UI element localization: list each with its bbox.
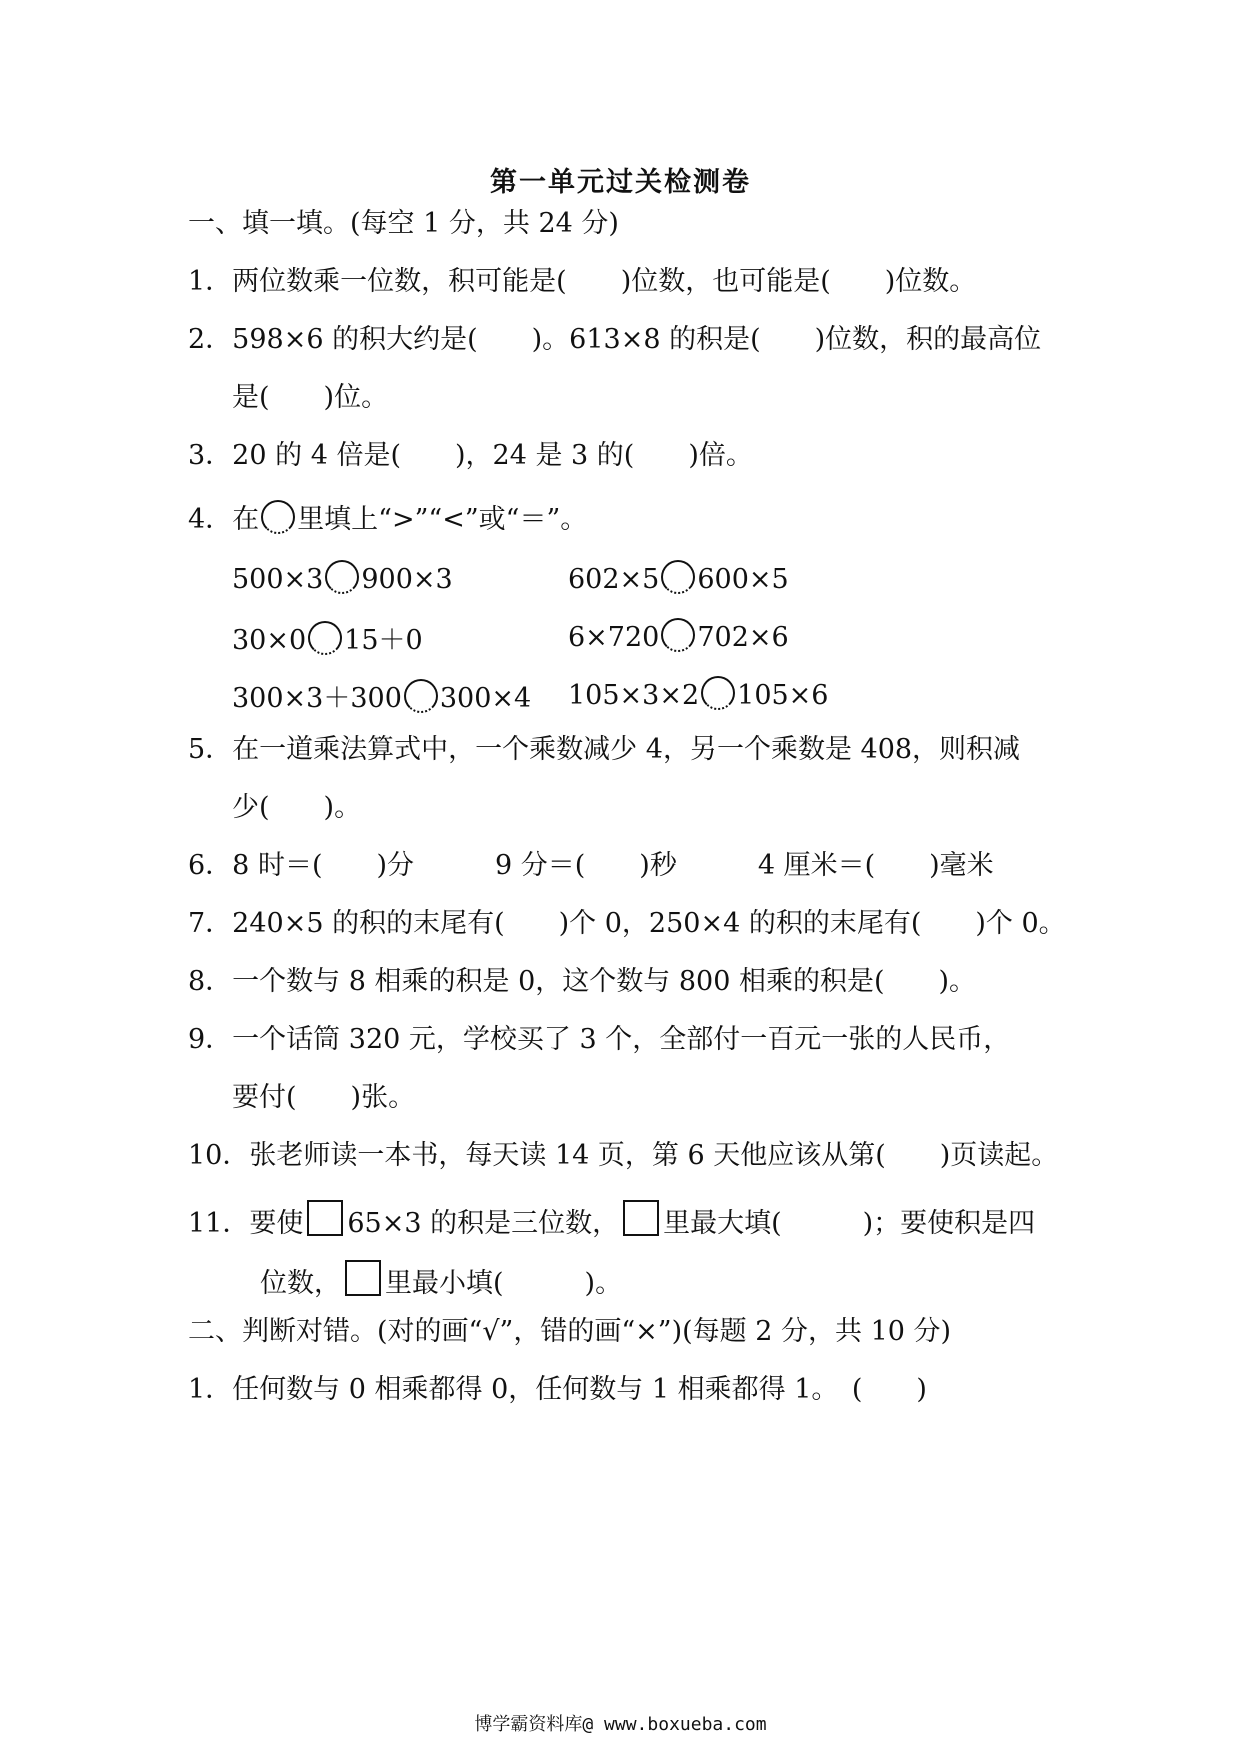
compare-right: 600×5: [697, 564, 789, 595]
question-9-line2: 要付( )张。: [232, 1082, 416, 1113]
question-1: 1．两位数乘一位数，积可能是( )位数，也可能是( )位数。: [188, 266, 977, 297]
footer-watermark: 博学霸资料库@ www.boxueba.com: [474, 1714, 767, 1735]
compare-right: 702×6: [697, 622, 789, 653]
question-11-line1: [188, 1200, 1035, 1237]
compare-left: 300×3＋300: [232, 683, 402, 714]
compare-circle-icon[interactable]: [661, 560, 695, 594]
compare-circle-icon[interactable]: [701, 676, 735, 710]
compare-item-3: [232, 618, 423, 657]
question-8: 8．一个数与 8 相乘的积是 0，这个数与 800 相乘的积是( )。: [188, 966, 977, 997]
compare-left: 500×3: [232, 564, 324, 595]
question-4-suffix: 里填上“>”“<”或“＝”。: [297, 504, 588, 535]
digit-box-icon[interactable]: [623, 1200, 659, 1236]
question-2-line2: 是( )位。: [232, 382, 389, 413]
compare-item-6: [568, 676, 828, 711]
compare-circle-icon[interactable]: [325, 560, 359, 594]
section1-heading: 一、填一填。(每空 1 分，共 24 分): [188, 208, 619, 239]
question-2-line1: 2．598×6 的积大约是( )。613×8 的积是( )位数，积的最高位: [188, 324, 1042, 355]
compare-left: 602×5: [568, 564, 660, 595]
question-11-text: 位数，: [260, 1268, 341, 1299]
judge-question-1: 1．任何数与 0 相乘都得 0，任何数与 1 相乘都得 1。 ( ): [188, 1374, 927, 1405]
question-4-prefix: 4．在: [188, 504, 260, 535]
question-5-line1: 5．在一道乘法算式中，一个乘数减少 4，另一个乘数是 408，则积减: [188, 734, 1021, 765]
question-11-text: 65×3 的积是三位数，: [347, 1208, 620, 1239]
digit-box-icon[interactable]: [307, 1200, 343, 1236]
question-7: 7．240×5 的积的末尾有( )个 0，250×4 的积的末尾有( )个 0。: [188, 908, 1066, 939]
compare-item-4: [568, 618, 789, 653]
compare-left: 6×720: [568, 622, 660, 653]
compare-left: 30×0: [232, 625, 307, 656]
question-11-text: 11．要使: [188, 1208, 304, 1239]
compare-item-2: [568, 560, 789, 595]
compare-circle-icon: [261, 500, 295, 534]
section2-heading: 二、判断对错。(对的画“√”，错的画“×”)(每题 2 分，共 10 分): [188, 1316, 952, 1347]
question-9-line1: 9．一个话筒 320 元，学校买了 3 个，全部付一百元一张的人民币，: [188, 1024, 1011, 1055]
page-title: 第一单元过关检测卷: [490, 167, 751, 198]
question-10: 10．张老师读一本书，每天读 14 页，第 6 天他应该从第( )页读起。: [188, 1140, 1059, 1171]
question-3: 3．20 的 4 倍是( )，24 是 3 的( )倍。: [188, 440, 753, 471]
compare-right: 15＋0: [344, 625, 423, 656]
question-5-line2: 少( )。: [232, 792, 362, 823]
compare-left: 105×3×2: [568, 680, 700, 711]
question-11-line2: [260, 1260, 622, 1297]
question-6: 6．8 时＝( )分 9 分＝( )秒 4 厘米＝( )毫米: [188, 850, 994, 881]
digit-box-icon[interactable]: [345, 1260, 381, 1296]
compare-circle-icon[interactable]: [404, 679, 438, 713]
compare-circle-icon[interactable]: [308, 621, 342, 655]
compare-right: 900×3: [361, 564, 453, 595]
question-11-text: 里最小填( )。: [385, 1268, 623, 1299]
compare-item-5: [232, 676, 531, 715]
compare-right: 105×6: [737, 680, 829, 711]
compare-right: 300×4: [439, 683, 532, 714]
question-11-text: 里最大填( )；要使积是四: [663, 1208, 1036, 1239]
compare-circle-icon[interactable]: [661, 618, 695, 652]
compare-item-1: [232, 560, 453, 595]
question-4: [188, 500, 587, 534]
